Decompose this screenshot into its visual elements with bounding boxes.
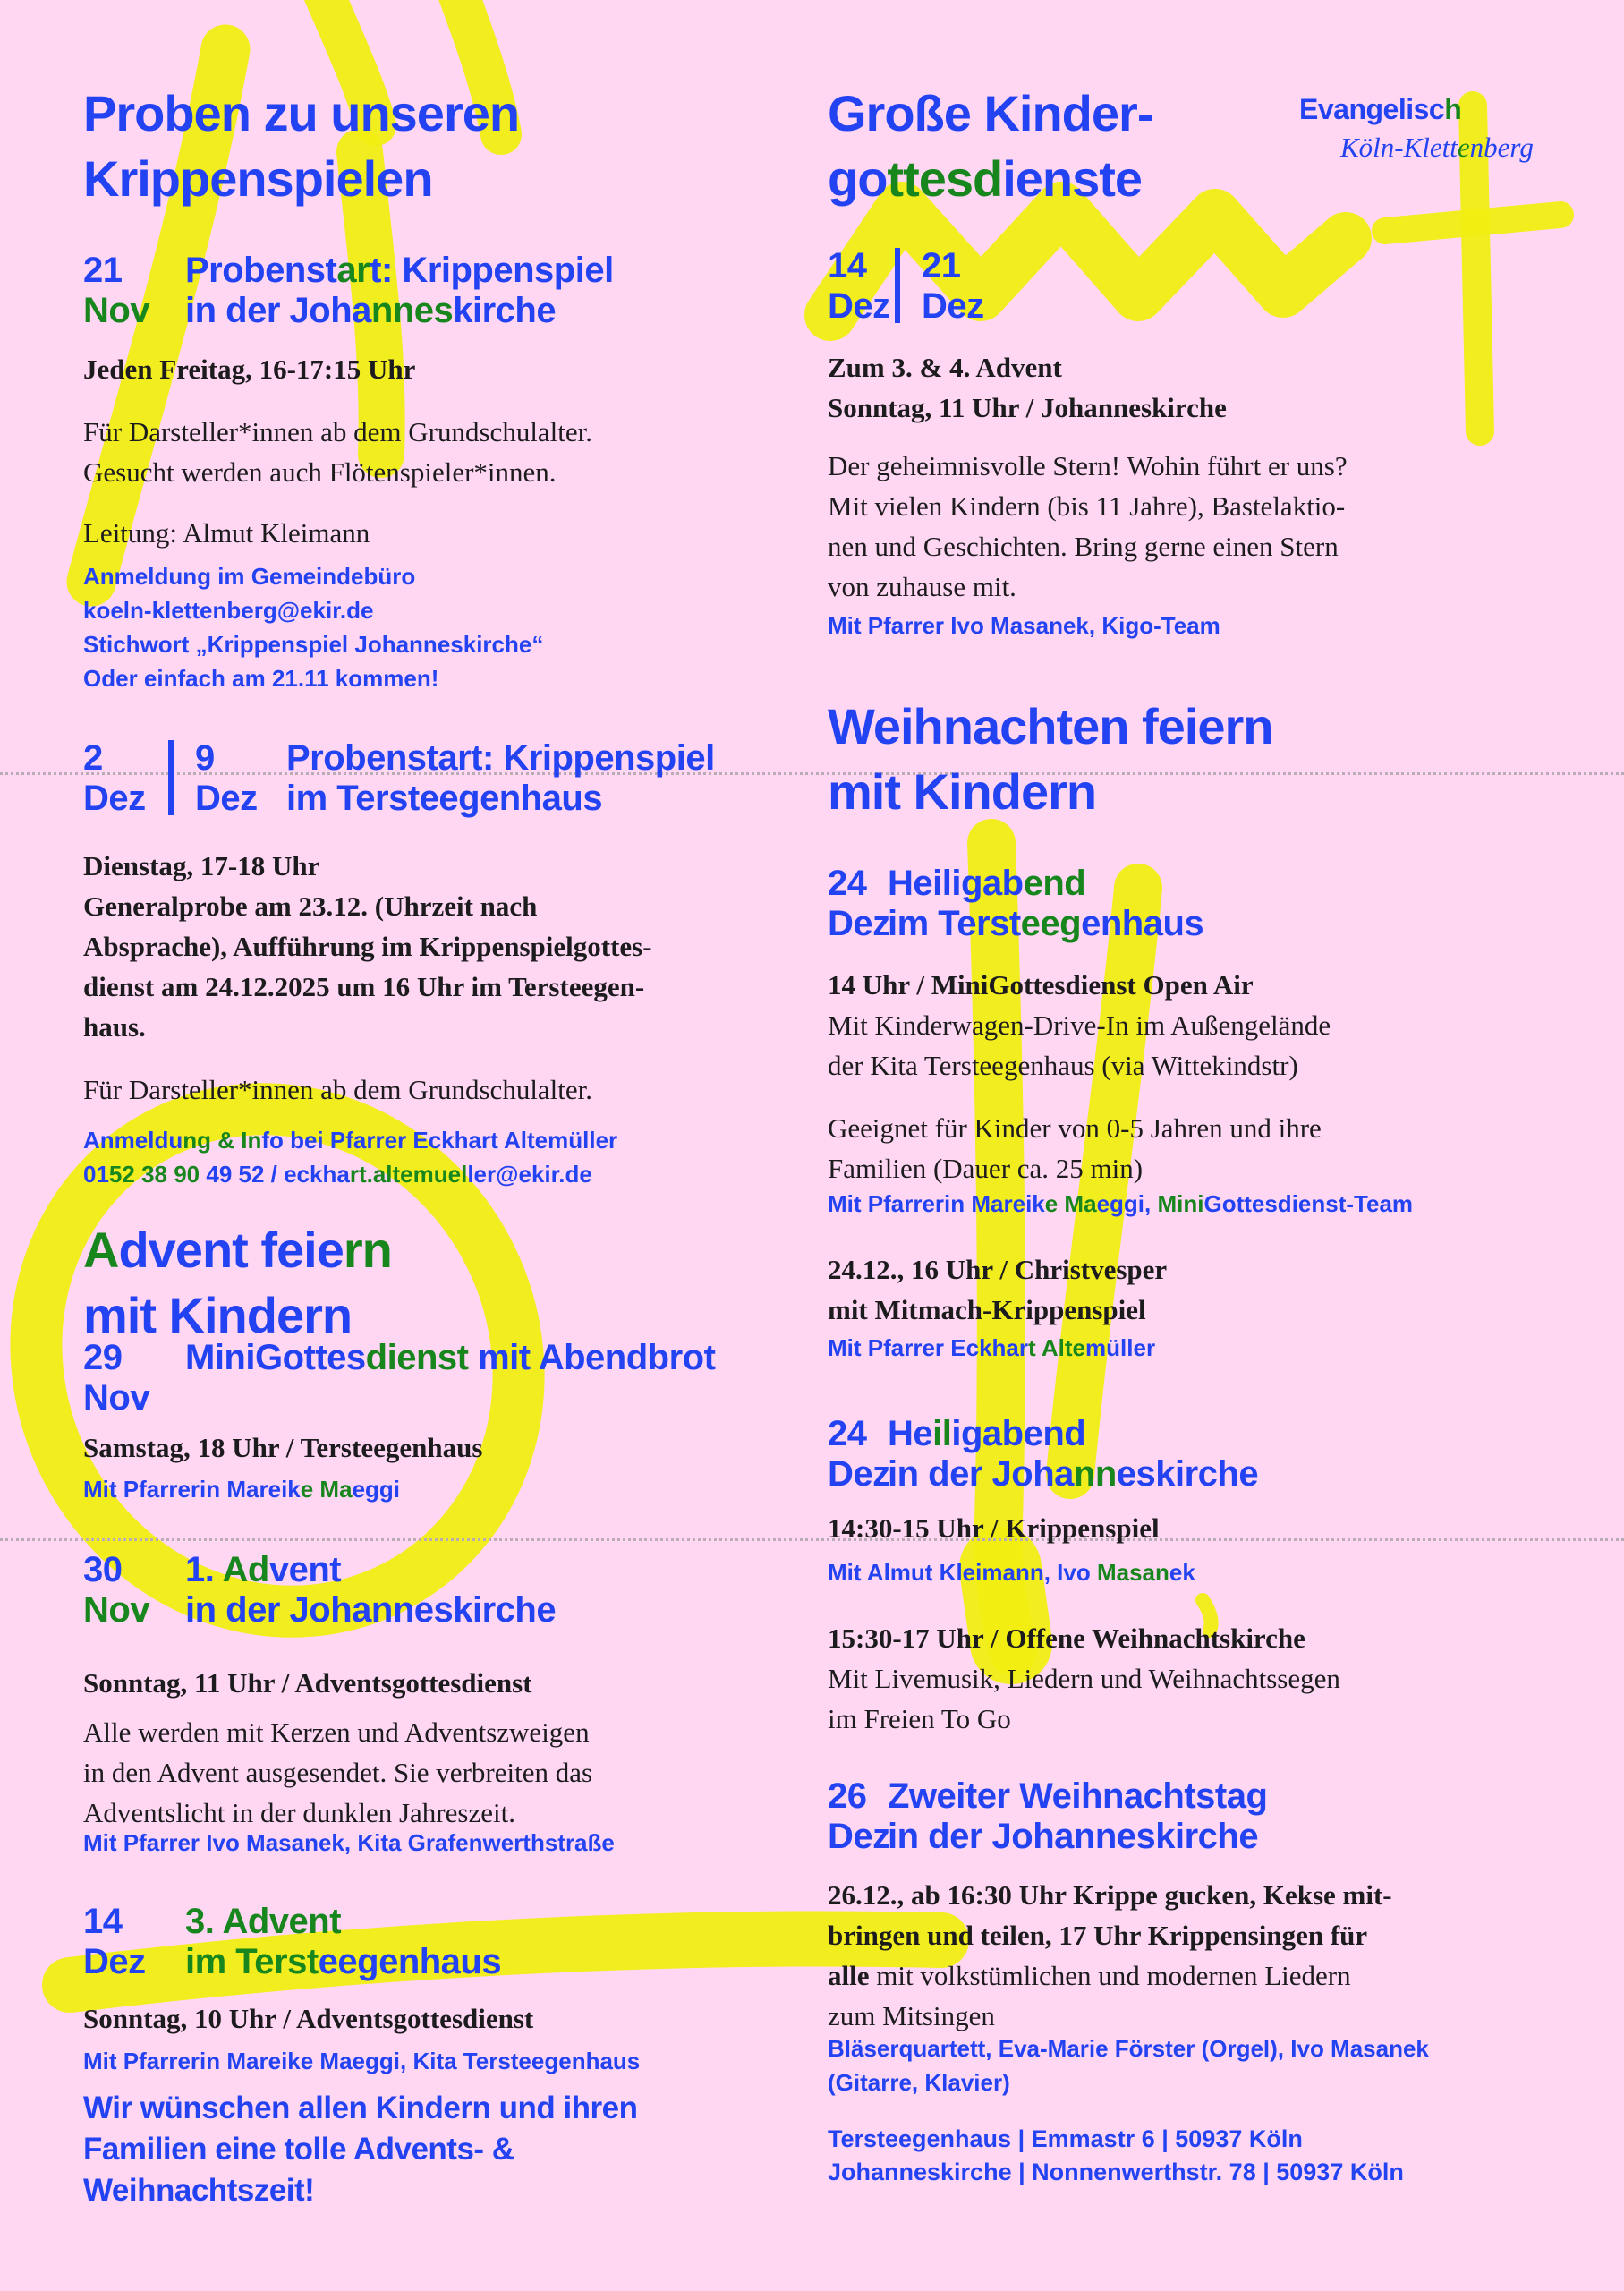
text-segment: mit Abendbrot (468, 1338, 716, 1377)
text-segment: 01 (83, 1161, 109, 1188)
info-eckhart-altemueller (828, 1331, 1155, 1365)
text-segment: | Nonnenwerthstr. 78 | 50937 Köln (1011, 2159, 1404, 2185)
info-line (83, 1123, 617, 1157)
info-line (828, 1187, 1413, 1221)
info-blaeserquartett (828, 2031, 1429, 2099)
text-line: dienst am 24.12.2025 um 16 Uhr im Tersteegen- (83, 971, 645, 1002)
text-line: Familien (Dauer ca. 25 min) (828, 1153, 1144, 1184)
text-segment: müller (1085, 1334, 1156, 1361)
text-segment: MiniGottes (185, 1338, 366, 1377)
event-day: 21 (922, 246, 961, 285)
text-segment: Mit Pfarrerin Mareik (828, 1190, 1045, 1217)
marker-overlap-text: Ad (222, 1550, 269, 1589)
text-segment: Gottesdienst-Team (1203, 1190, 1414, 1217)
event-day: 14 (828, 246, 867, 285)
info-line: Mit Pfarrer Ivo Masanek, Kita Grafenwerthstraße (83, 1829, 615, 1856)
marker-overlap-text: nn (1073, 1454, 1117, 1494)
event-title (185, 251, 614, 331)
info-maeggi-kita-tersteegenhaus (83, 2044, 640, 2078)
event-title-line (888, 1414, 1258, 1454)
paragraph-krippenspiel-1430 (828, 1508, 1160, 1548)
event-month: Dez (828, 1454, 890, 1494)
dotted-divider-2 (0, 1538, 1624, 1541)
text-line: Absprache), Aufführung im Krippenspielgottes- (83, 931, 652, 962)
event-title-line (185, 1942, 501, 1982)
event-title (185, 1902, 501, 1982)
marker-overlap-text: Mini (1157, 1190, 1204, 1217)
event-title-line (185, 251, 614, 291)
event-probenstart-johanneskirche (83, 251, 614, 331)
text-segment: mit volkstümlichen und modernen Liedern (869, 1960, 1351, 1991)
text-line: Mit Kinderwagen-Drive-In im Außengelände (828, 1009, 1331, 1041)
text-line: im Freien To Go (828, 1703, 1011, 1734)
text-line: in den Advent ausgesendet. Sie verbreiten das (83, 1757, 593, 1788)
heading-line (83, 1217, 392, 1282)
info-anmeldung-gemeindebuero (83, 559, 543, 695)
heading-line (828, 146, 1152, 211)
event-date (83, 738, 168, 819)
text-line: Generalprobe am 23.12. (Uhrzeit nach (83, 890, 538, 922)
marker-overlap-text: h (1444, 93, 1462, 125)
paragraph-christvesper (828, 1249, 1167, 1330)
event-month: Dez (195, 779, 258, 818)
text-line: Jeden Freitag, 16-17:15 Uhr (83, 353, 416, 385)
marker-overlap-text: im Terst (185, 1942, 319, 1981)
text-line: Adventslicht in der dunklen Jahreszeit. (83, 1797, 515, 1828)
paragraph-sonntag-10uhr (83, 1998, 533, 2039)
event-date (828, 864, 888, 944)
marker-overlap-text: e Ma (1044, 1190, 1097, 1217)
marker-overlap-text: ng & In (183, 1127, 262, 1154)
heading-advent-feiern (83, 1217, 392, 1348)
text-line: mit Mitmach-Krippenspiel (828, 1294, 1146, 1325)
text-segment: kirche (453, 291, 557, 330)
text-segment: eskirche (1116, 1454, 1259, 1494)
text-line: haus. (83, 1011, 146, 1043)
event-zweiter-weihnachtstag (828, 1776, 1267, 1857)
event-date (83, 1902, 185, 1982)
text-line: Für Darsteller*innen ab dem Grundschulalter. (83, 1074, 593, 1105)
event-title-line (888, 904, 1203, 944)
info-masanek-kigo-team (828, 609, 1220, 643)
heading-proben (83, 81, 519, 211)
text-line: Gesucht werden auch Flötenspieler*innen. (83, 456, 557, 488)
text-segment: Heiligab (888, 864, 1024, 903)
heading-line: Weihnachten feiern (828, 698, 1273, 754)
event-day: 21 (83, 251, 123, 290)
text-segment: fo bei Pfarrer Eckhart Altemüller (261, 1127, 618, 1154)
text-line: 26.12., ab 16:30 Uhr Krippe gucken, Kekse mit- (828, 1879, 1392, 1911)
text-segment: ek (1169, 1559, 1195, 1586)
event-title-line (185, 1902, 501, 1942)
event-title (888, 864, 1203, 944)
event-month: Nov (83, 1378, 150, 1418)
info-line: Anmeldung im Gemeindebüro (83, 563, 416, 590)
info-anmeldung-altemueller (83, 1123, 617, 1191)
text-segment: in der Joha (888, 1454, 1074, 1494)
event-title-line (888, 864, 1203, 904)
text-segment: ienste (1002, 150, 1143, 207)
info-line: Stichwort „Krippenspiel Johanneskirche“ (83, 631, 544, 658)
logo-evangelisch (1299, 93, 1534, 126)
event-probenstart-tersteegenhaus (83, 738, 715, 819)
text-segment: eegenhaus (318, 1942, 502, 1981)
paragraph-generalprobe (83, 846, 652, 1110)
paragraph-stern-kigo (828, 347, 1348, 607)
info-mareike-maeggi (83, 1472, 400, 1506)
text-line: von zuhause mit. (828, 571, 1016, 602)
marker-overlap-text: Masan (1096, 1559, 1169, 1586)
text-segment: alle (828, 1960, 870, 1991)
text-line (828, 1955, 1392, 1996)
event-month (83, 291, 185, 331)
event-title-line: in der Johanneskirche (888, 1817, 1259, 1856)
info-line-email: koeln-klettenberg@ekir.de (83, 597, 374, 624)
event-title-line (185, 1338, 715, 1378)
text-segment: Mit Almut Kleimann, Ivo (828, 1559, 1097, 1586)
text-segment: enhaus (1081, 904, 1204, 943)
text-segment: ler@ekir.de (467, 1161, 592, 1188)
marker-overlap-text: Nov (83, 291, 150, 330)
heading-weihnachten-feiern (828, 694, 1273, 824)
info-line (828, 1555, 1195, 1589)
text-line: zum Mitsingen (828, 2000, 995, 2031)
marker-overlap-text: nnes (370, 291, 454, 330)
info-line (828, 1331, 1155, 1365)
event-date (828, 1414, 888, 1495)
heading-line: mit Kindern (828, 763, 1097, 820)
address-johanneskirche (828, 2156, 1404, 2189)
text-segment: Mit Pfarrerin Mareik (83, 1476, 301, 1503)
text-line: Sonntag, 10 Uhr / Adventsgottesdienst (83, 2003, 534, 2034)
marker-overlap-text: dienst (365, 1338, 469, 1377)
text-segment: He (888, 1414, 933, 1453)
event-date (922, 246, 991, 327)
text-segment: 1. (185, 1550, 223, 1589)
paragraph-offene-weihnachtskirche (828, 1618, 1340, 1739)
text-line: Mit vielen Kindern (bis 11 Jahre), Bastelaktio- (828, 490, 1346, 522)
text-line: Sonntag, 11 Uhr / Johanneskirche (828, 392, 1227, 423)
event-title-line: Zweiter Weihnachtstag (888, 1776, 1268, 1816)
marker-overlap-text: Nov (83, 1590, 150, 1630)
text-segment: Tersteegenhaus (828, 2125, 1012, 2152)
text-line: Alle werden mit Kerzen und Adventszweigen (83, 1716, 590, 1748)
info-line: (Gitarre, Klavier) (828, 2069, 1010, 2096)
event-date (83, 251, 185, 331)
marker-overlap-text: il (932, 1414, 952, 1453)
text-line: 15:30-17 Uhr / Offene Weihnachtskirche (828, 1622, 1305, 1654)
marker-overlap-text: end (1023, 864, 1086, 903)
event-day: 2 (83, 738, 103, 778)
text-segment: dvent feie (118, 1222, 344, 1278)
text-segment: eggi, (1096, 1190, 1158, 1217)
event-title (185, 1338, 715, 1378)
event-month: Dez (83, 1942, 146, 1981)
event-month (83, 1590, 185, 1631)
text-line: 14:30-15 Uhr / Krippenspiel (828, 1512, 1160, 1544)
text-line: 24.12., 16 Uhr / Christvesper (828, 1254, 1168, 1285)
text-segment: Johanneskirche (828, 2159, 1012, 2185)
event-heiligabend-johanneskirche (828, 1414, 1258, 1495)
info-line: Mit Pfarrerin Mareike Maeggi, Kita Tersteegenhaus (83, 2048, 641, 2074)
marker-overlap-text: A (83, 1222, 119, 1278)
event-title-line (888, 1454, 1258, 1495)
closing-message (83, 2088, 638, 2211)
text-line: Samstag, 18 Uhr / Tersteegenhaus (83, 1432, 483, 1463)
marker-overlap-text: rt.altemuel (349, 1161, 468, 1188)
church-logo (1299, 93, 1534, 164)
event-heiligabend-tersteegenhaus (828, 864, 1203, 944)
event-date (828, 246, 895, 327)
info-kleimann-masanek (828, 1555, 1195, 1589)
event-title-line (185, 1550, 556, 1590)
paragraph-samstag-tersteegenhaus (83, 1427, 482, 1468)
info-line (83, 1472, 400, 1506)
text-segment: Probenst (185, 251, 337, 290)
event-month: Dez (922, 286, 984, 326)
marker-overlap-text: e Ma (300, 1476, 353, 1503)
text-line: Geeignet für Kinder von 0-5 Jahren und ihre (828, 1112, 1322, 1144)
info-maeggi-minigottesdienst-team (828, 1187, 1413, 1221)
event-dritter-advent (83, 1902, 501, 1982)
heading-line: Krippenspielen (83, 150, 433, 207)
closing-line: Weihnachtszeit! (83, 2173, 315, 2208)
event-dates-14-21-dez (828, 246, 991, 327)
event-title (888, 1414, 1258, 1495)
text-segment: eggi (352, 1476, 401, 1503)
marker-overlap-text: ar (336, 251, 370, 290)
event-day: 26 (828, 1776, 867, 1816)
closing-line: Wir wünschen allen Kindern und ihren (83, 2091, 638, 2125)
paragraph-minigottesdienst-openair (828, 965, 1331, 1188)
text-line: der Kita Tersteegenhaus (via Wittekindstr) (828, 1050, 1298, 1081)
event-title (185, 1550, 556, 1631)
text-segment: t: Krippenspiel (370, 251, 614, 290)
text-line: Für Darsteller*innen ab dem Grundschulalter. (83, 416, 593, 447)
marker-overlap-text: t Alte (1027, 1334, 1086, 1361)
heading-line: Große Kinder- (828, 85, 1153, 141)
text-line: Der geheimnisvolle Stern! Wohin führt er uns? (828, 450, 1348, 481)
event-day: 24 (828, 864, 867, 903)
event-month: Dez (828, 1817, 890, 1856)
marker-overlap-text: eeg (1020, 904, 1082, 943)
event-title-line: Probenstart: Krippenspiel (286, 738, 715, 778)
event-day: 24 (828, 1414, 867, 1453)
heading-line: mit Kindern (83, 1287, 353, 1343)
paragraph-probenstart-details (83, 349, 592, 553)
event-title-line: im Tersteegenhaus (286, 779, 603, 818)
marker-overlap-text: rn (343, 1222, 392, 1278)
text-line: 14 Uhr / MiniGottesdienst Open Air (828, 969, 1254, 1001)
text-segment: Mit Pfarrer Eckhar (828, 1334, 1028, 1361)
event-month: Dez (83, 779, 146, 818)
event-minigottesdienst-abendbrot (83, 1338, 715, 1418)
text-segment: im Terst (888, 904, 1021, 943)
highlighter-stroke-cross-horizontal (1385, 215, 1560, 231)
marker-overlap-text: 52 38 90 (108, 1161, 200, 1188)
text-segment: in der Joha (185, 291, 371, 330)
event-title-line: in der Johanneskirche (185, 1590, 557, 1630)
event-date (83, 1550, 185, 1631)
info-line-phone-email (83, 1157, 617, 1191)
address-footer (828, 2123, 1404, 2189)
paragraph-krippe-gucken (828, 1875, 1392, 2036)
marker-overlap-text: 3. Advent (185, 1902, 342, 1941)
marker-overlap-text: e (1457, 132, 1470, 163)
event-month: Dez (828, 286, 890, 326)
info-line: Bläserquartett, Eva-Marie Förster (Orgel), Ivo Masanek (828, 2035, 1429, 2062)
text-line: nen und Geschichten. Bring gerne einen Stern (828, 531, 1339, 562)
address-tersteegenhaus (828, 2123, 1404, 2156)
text-line: Leitung: Almut Kleimann (83, 517, 370, 549)
info-ivo-masanek-kita (83, 1826, 615, 1860)
paragraph-adventsgottesdienst (83, 1663, 592, 1833)
marker-overlap-text: ttesd (887, 150, 1003, 207)
info-line: Oder einfach am 21.11 kommen! (83, 665, 439, 692)
event-date (83, 1338, 185, 1418)
event-date (828, 1776, 888, 1857)
closing-line: Familien eine tolle Advents- & (83, 2132, 514, 2167)
text-segment: nberg (1469, 132, 1534, 163)
text-segment: Köln-Klett (1340, 132, 1458, 163)
text-segment: igabend (951, 1414, 1086, 1453)
text-line: Sonntag, 11 Uhr / Adventsgottesdienst (83, 1667, 532, 1699)
text-segment: | Emmastr 6 | 50937 Köln (1011, 2125, 1303, 2152)
text-segment: Evangelisc (1299, 93, 1445, 125)
date-divider-bar (168, 740, 174, 815)
logo-koeln-klettenberg (1340, 132, 1534, 164)
text-line: Dienstag, 17-18 Uhr (83, 850, 320, 881)
text-segment: go (828, 150, 888, 207)
event-date (195, 738, 265, 819)
heading-kindergottesdienste (828, 81, 1152, 211)
event-day: 29 (83, 1338, 123, 1377)
text-segment: 49 52 / eckha (200, 1161, 350, 1188)
event-title (286, 738, 715, 819)
event-day: 30 (83, 1550, 123, 1589)
info-line: Mit Pfarrer Ivo Masanek, Kigo-Team (828, 612, 1220, 639)
event-title-line (185, 291, 614, 331)
event-month: Dez (828, 904, 890, 943)
text-line: bringen und teilen, 17 Uhr Krippensingen für (828, 1920, 1368, 1951)
event-day: 9 (195, 738, 215, 778)
text-line: Mit Livemusik, Liedern und Weihnachtssegen (828, 1663, 1340, 1694)
event-erster-advent (83, 1550, 556, 1631)
event-day: 14 (83, 1902, 123, 1941)
date-divider-bar (895, 248, 900, 323)
text-segment: Anmeldu (83, 1127, 183, 1154)
text-segment: vent (268, 1550, 342, 1589)
event-title (888, 1776, 1267, 1857)
text-line: Zum 3. & 4. Advent (828, 352, 1062, 383)
heading-line: Proben zu unseren (83, 85, 520, 141)
